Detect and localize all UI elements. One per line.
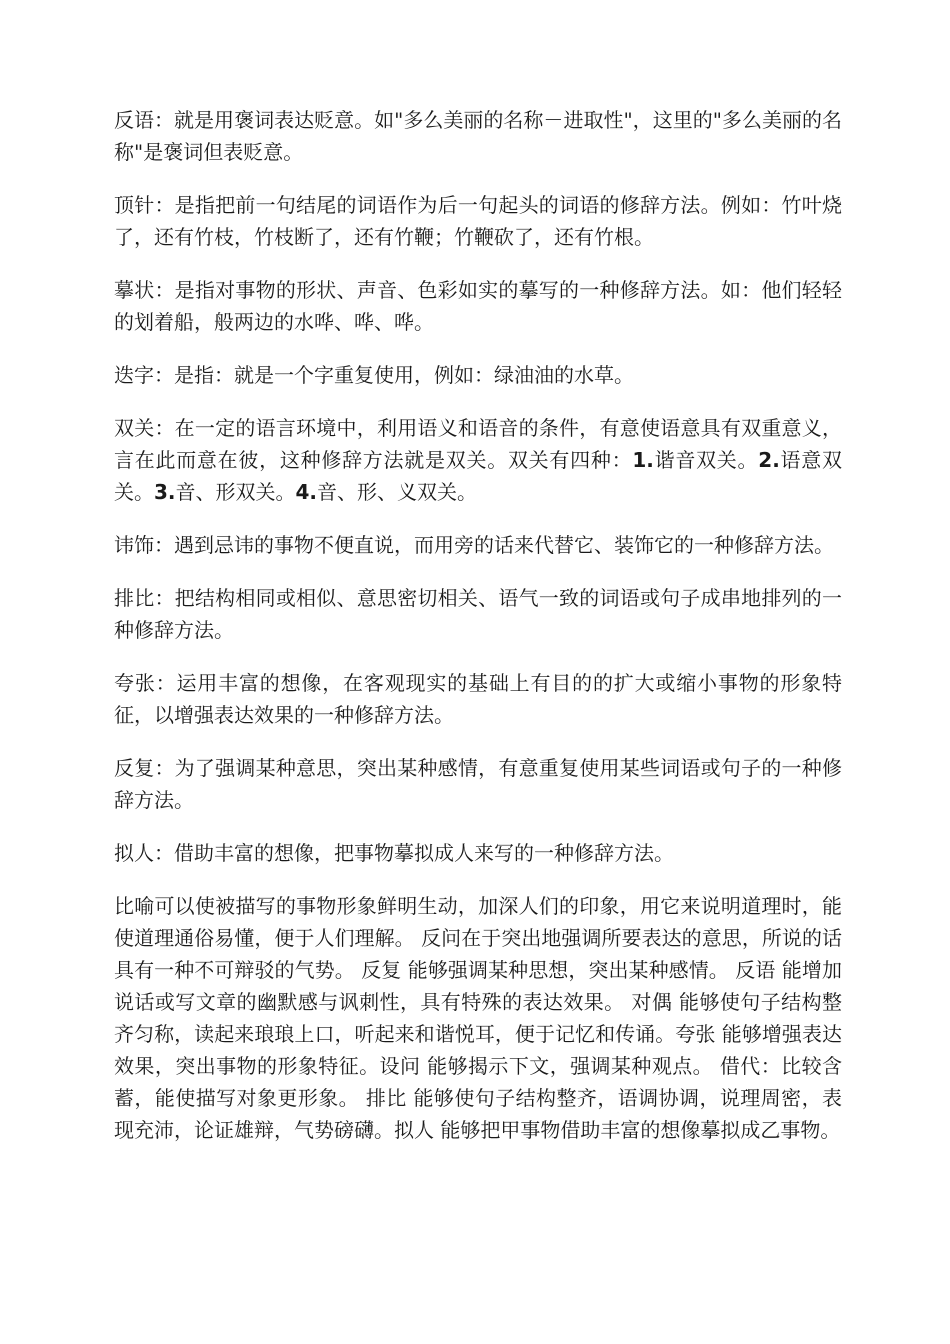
- paragraph-niren: 拟人：借助丰富的想像，把事物摹拟成人来写的一种修辞方法。: [114, 841, 674, 865]
- paragraph-shuangguan: [114, 412, 842, 508]
- paragraph-fanyu: 反语：就是用褒词表达贬意。如"多么美丽的名称－进取性"，这里的"多么美丽的名称"是褒词但表贬意。: [114, 108, 842, 164]
- list-number-2: 2.: [758, 448, 780, 472]
- list-item-3: 音、形双关。: [175, 480, 296, 504]
- list-item-4: 音、形、义双关。: [317, 480, 478, 504]
- paragraph-summary: 比喻可以使被描写的事物形象鲜明生动，加深人们的印象，用它来说明道理时，能使道理通俗易懂，便于人们理解。 反问在于突出地强调所要表达的意思，所说的话具有一种不可辩驳的气势。 反复 能够强调某种思想，突出某种感情。 反语 能增加说话或写文章的幽默感与讽刺性，具有特殊的表达效果。 对偶 能够使句子结构整齐匀称，读起来琅琅上口，听起来和谐悦耳，便于记忆和传诵。夸张 能够增强表达效果，突出事物的形象特征。设问 能够揭示下文，强调某种观点。 借代：比较含蓄，能使描写对象更形象。 排比 能够使句子结构整齐，语调协调，说理周密，表现充沛，论证雄辩，气势磅礴。拟人 能够把甲事物借助丰富的想像摹拟成乙事物。: [114, 894, 842, 1142]
- list-number-1: 1.: [632, 448, 654, 472]
- paragraph-mozhuang: 摹状：是指对事物的形状、声音、色彩如实的摹写的一种修辞方法。如：他们轻轻的划着船，般两边的水哗、哗、哗。: [114, 278, 842, 334]
- list-number-3: 3.: [154, 480, 176, 504]
- list-number-4: 4.: [295, 480, 318, 504]
- shuangguan-intro: 双关：在一定的语言环境中，利用语义和语音的条件，有意使语意具有双重意义，言在此而意在彼，这种修辞方法就是双关。双关有四种：: [114, 416, 842, 472]
- paragraph-paibi: 排比：把结构相同或相似、意思密切相关、语气一致的词语或句子成串地排列的一种修辞方法。: [114, 586, 842, 642]
- paragraph-kuazhang: 夸张：运用丰富的想像，在客观现实的基础上有目的的扩大或缩小事物的形象特征，以增强表达效果的一种修辞方法。: [114, 671, 842, 727]
- paragraph-diezi: 迭字：是指：就是一个字重复使用，例如：绿油油的水草。: [114, 363, 634, 387]
- document-page: [114, 104, 842, 1167]
- list-item-2: 语意双关。: [114, 448, 842, 504]
- list-item-1: 谐音双关。: [653, 448, 759, 472]
- paragraph-huishi: 讳饰：遇到忌讳的事物不便直说，而用旁的话来代替它、装饰它的一种修辞方法。: [114, 533, 834, 557]
- paragraph-fanfu: 反复：为了强调某种意思，突出某种感情，有意重复使用某些词语或句子的一种修辞方法。: [114, 756, 842, 812]
- paragraph-dingzhen: 顶针：是指把前一句结尾的词语作为后一句起头的词语的修辞方法。例如：竹叶烧了，还有竹枝，竹枝断了，还有竹鞭；竹鞭砍了，还有竹根。: [114, 193, 842, 249]
